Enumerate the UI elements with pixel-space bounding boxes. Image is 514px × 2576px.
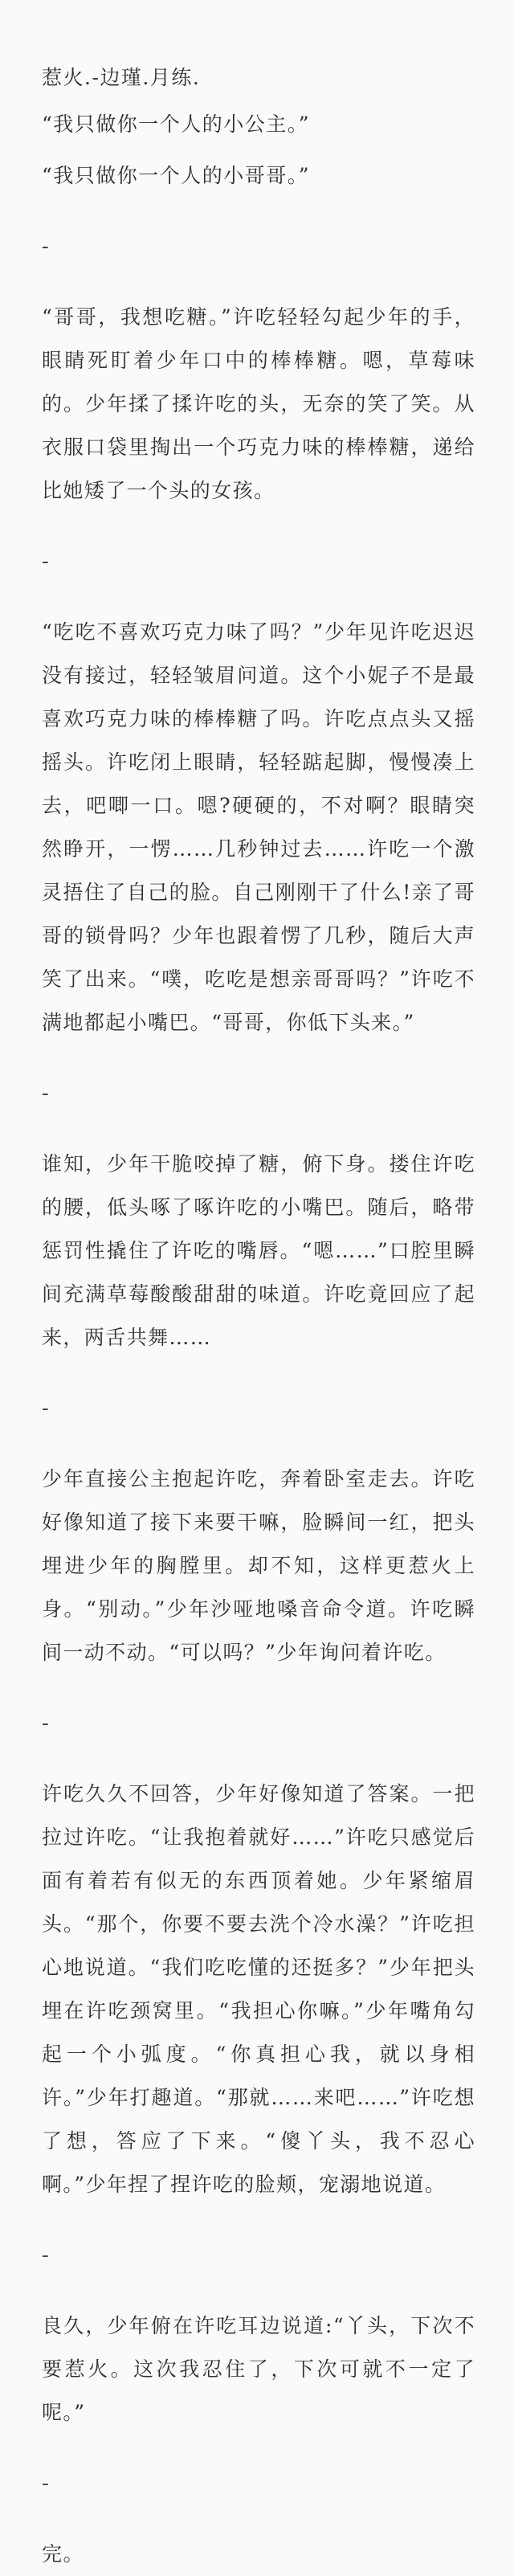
section-separator: - (42, 1396, 49, 1421)
ending-text: 完。 (42, 2542, 85, 2566)
section-separator: - (42, 1711, 49, 1736)
paragraph: 谁知，少年干脆咬掉了糖，俯下身。搂住许吃的腰，低头啄了啄许吃的小嘴巴。随后，略带惩罚性撬住了许吃的嘴唇。“嗯……”口腔里瞬间充满草莓酸酸甜甜的味道。许吃竟回应了起来，两舌共舞…… (42, 1152, 475, 1349)
paragraph: 少年直接公主抱起许吃，奔着卧室走去。许吃好像知道了接下来要干嘛，脸瞬间一红，把头埋进少年的胸膛里。却不知，这样更惹火上身。“别动。”少年沙哑地嗓音命令道。许吃瞬间一动不动。“可以吗？”少年询问着许吃。 (42, 1467, 475, 1664)
opening-quote-1: “我只做你一个人的小公主。” (42, 112, 311, 136)
section-separator: - (42, 1082, 49, 1106)
paragraph: 良久，少年俯在许吃耳边说道:“丫头，下次不要惹火。这次我忍住了，下次可就不一定了呢。” (42, 2314, 475, 2424)
section-separator: - (42, 2472, 49, 2496)
opening-quote-2: “我只做你一个人的小哥哥。” (42, 164, 311, 187)
paragraph: “吃吃不喜欢巧克力味了吗？”少年见许吃迟迟没有接过，轻轻皱眉问道。这个小妮子不是最喜欢巧克力味的棒棒糖了吗。许吃点点头又摇摇头。许吃闭上眼睛，轻轻踮起脚，慢慢凑上去，吧唧一口。嗯?硬硬的，不对啊？眼睛突然睁开，一愣……几秒钟过去……许吃一个激灵捂住了自己的脸。自己刚刚干了什么!亲了哥哥的锁骨吗？少年也跟着愣了几秒，随后大声笑了出来。“噗，吃吃是想亲哥哥吗？”许吃不满地都起小嘴巴。“哥哥，你低下头来。” (42, 620, 475, 1034)
section-separator: - (42, 235, 49, 259)
section-separator: - (42, 550, 49, 574)
author-line: 惹火.-边瑾.月练. (42, 66, 201, 89)
paragraph: “哥哥，我想吃糖。”许吃轻轻勾起少年的手，眼睛死盯着少年口中的棒棒糖。嗯，草莓味的。少年揉了揉许吃的头，无奈的笑了笑。从衣服口袋里掏出一个巧克力味的棒棒糖，递给比她矮了一个头的女孩。 (42, 305, 475, 502)
paragraph: 许吃久久不回答，少年好像知道了答案。一把拉过许吃。“让我抱着就好……”许吃只感觉后面有着若有似无的东西顶着她。少年紧缩眉头。“那个，你要不要去洗个冷水澡？”许吃担心地说道。“我们吃吃懂的还挺多？”少年把头埋在许吃颈窝里。“我担心你嘛。”少年嘴角勾起一个小弧度。“你真担心我，就以身相许。”少年打趣道。“那就……来吧……”许吃想了想，答应了下来。“傻丫头，我不忍心啊。”少年捏了捏许吃的脸颊，宠溺地说道。 (42, 1782, 475, 2196)
section-separator: - (42, 2243, 49, 2267)
